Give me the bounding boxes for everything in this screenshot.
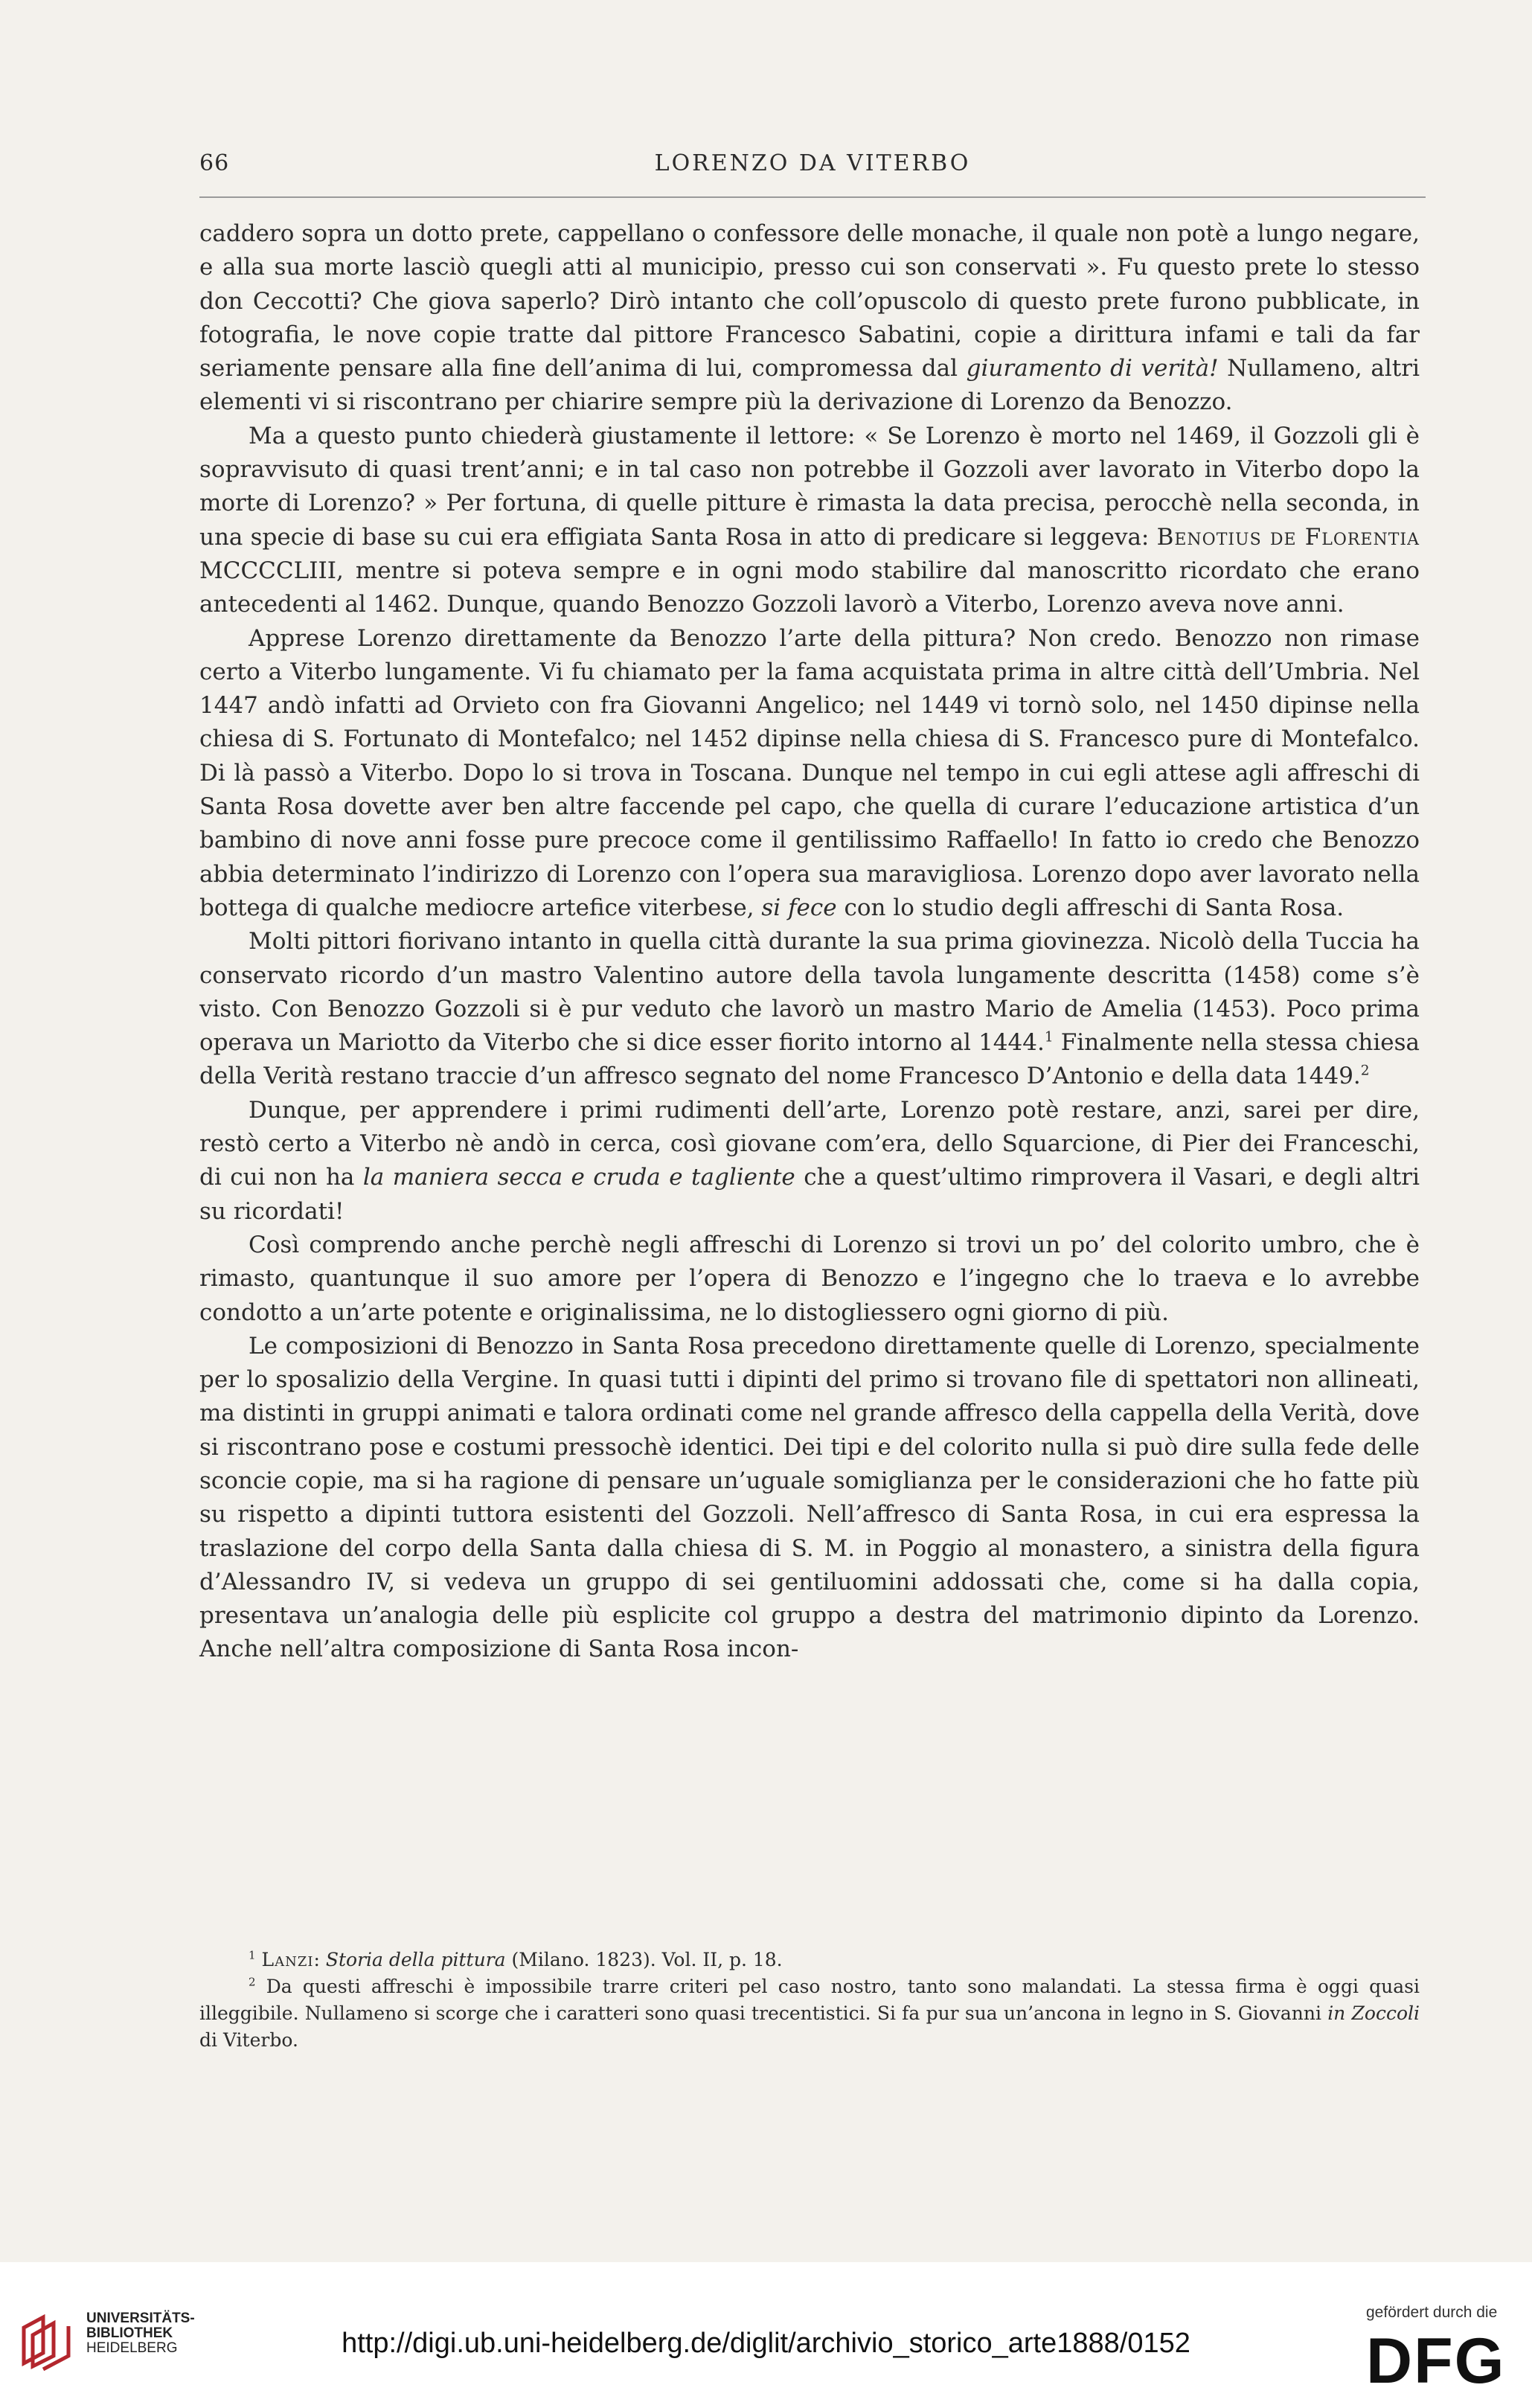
paragraph-6: Così comprendo anche perchè negli affreschi di Lorenzo si trovi un po’ del colorito umbro, che è rimasto, quantunque il suo amore per l’opera di Benozzo e l’ingegno che lo traeva e lo avrebbe condotto a un’arte potente e originalissima, ne lo distogliessero ogni giorno di più. xyxy=(199,1231,1420,1326)
footnote-ref-2: 2 xyxy=(1360,1063,1370,1080)
footnote-2: $^2$ Da questi affreschi è impossibile trarre criteri pel caso nostro, tanto sono malandati. La stessa firma è oggi quasi illeggibile. Nullameno si scorge che i caratteri sono quasi trecentistici. Si fa pur sua un’ancona in legno in S. Giovanni in Zoccoli di Viterbo. xyxy=(199,1975,1420,2051)
paragraph-2: Ma a questo punto chiederà giustamente il lettore: « Se Lorenzo è morto nel 1469, il Gozzoli gli è sopravvisuto di quasi trent’anni; e in tal caso non potrebbe il Gozzoli aver lavorato in Viterbo dopo la morte di Lorenzo? » Per fortuna, di quelle pitture è rimasta la data precisa, perocchè nella seconda, in una specie di base su cui era effigiata Santa Rosa in atto di predicare si leggeva: Benotius de Florentia MCCCCLIII, mentre si poteva sempre e in ogni modo stabilire dal manoscritto ricordato che erano antecedenti al 1462. Dunque, quando Benozzo Gozzoli lavorò a Viterbo, Lorenzo aveva nove anni. xyxy=(199,422,1420,618)
running-head: LORENZO DA VITERBO xyxy=(654,150,971,176)
funding-label: gefördert durch die xyxy=(1366,2304,1498,2321)
italic-phrase: giuramento di verità! xyxy=(966,355,1219,382)
library-name: UNIVERSITÄTS- BIBLIOTHEK HEIDELBERG xyxy=(86,2311,195,2356)
footnote-1: $^1$ Lanzi: Storia della pittura (Milano. 1823). Vol. II, p. 18. xyxy=(249,1948,783,1970)
page-header xyxy=(199,150,1426,195)
footnotes xyxy=(199,1947,1420,2054)
paragraph-4: Molti pittori fiorivano intanto in quella città durante la sua prima giovinezza. Nicolò della Tuccia ha conservato ricordo d’un mastro Valentino autore della tavola lungamente descritta (1458) come s’è visto. Con Benozzo Gozzoli si è pur veduto che lavorò un mastro Mario de Amelia (1453). Poco prima operava un Mariotto da Viterbo che si dice esser fiorito intorno al 1444.$^1$ Finalmente nella stessa chiesa della Verità restano traccie d’un affresco segnato del nome Francesco D’Antonio e della data 1449.$^2$ xyxy=(199,928,1420,1090)
header-rule xyxy=(199,196,1426,198)
paragraph-1: caddero sopra un dotto prete, cappellano o confessore delle monache, il quale non potè a lungo negare, e alla sua morte lasciò quegli atti al municipio, presso cui son conservati ». Fu questo prete lo stesso don Ceccotti? Che giova saperlo? Dirò intanto che coll’opuscolo di questo prete furono pubblicate, in fotografia, le nove copie tratte dal pittore Francesco Sabatini, copie a dirittura infami e tali da far seriamente pensare alla fine dell’anima di lui, compromessa dal giuramento di verità! Nullameno, altri elementi vi si riscontrano per chiarire sempre più la derivazione di Lorenzo da Benozzo. xyxy=(199,220,1420,416)
dfg-logo: DFG xyxy=(1366,2325,1506,2397)
permalink-url[interactable]: http://digi.ub.uni-heidelberg.de/diglit/archivio_storico_arte1888/0152 xyxy=(342,2328,1190,2359)
paragraph-3: Apprese Lorenzo direttamente da Benozzo l’arte della pittura? Non credo. Benozzo non rimase certo a Viterbo lungamente. Vi fu chiamato per la fama acquistata prima in altre città dell’Umbria. Nel 1447 andò infatti ad Orvieto con fra Giovanni Angelico; nel 1449 vi tornò solo, nel 1450 dipinse nella chiesa di S. Fortunato di Montefalco; nel 1452 dipinse nella chiesa di S. Francesco pure di Montefalco. Di là passò a Viterbo. Dopo lo si trova in Toscana. Dunque nel tempo in cui egli attese agli affreschi di Santa Rosa dovette aver ben altre faccende pel capo, che quella di curare l’educazione artistica d’un bambino di nove anni fosse pure precoce come il gentilissimo Raffaello! In fatto io credo che Benozzo abbia determinato l’indirizzo di Lorenzo con l’opera sua maravigliosa. Lorenzo dopo aver lavorato nella bottega di qualche mediocre artefice viterbese, si fece con lo studio degli affreschi di Santa Rosa. xyxy=(199,624,1420,921)
body-text xyxy=(199,217,1420,1667)
paragraph-7: Le composizioni di Benozzo in Santa Rosa precedono direttamente quelle di Lorenzo, specialmente per lo sposalizio della Vergine. In quasi tutti i dipinti del primo si trovano file di spettatori non allineati, ma distinti in gruppi animati e talora ordinati come nel grande affresco della cappella della Verità, dove si riscontrano pose e costumi pressochè identici. Dei tipi e del colorito nulla si può dire sulla fede delle sconcie copie, ma si ha ragione di pensare un’uguale somiglianza per le considerazioni che ho fatte più su rispetto a dipinti tuttora esistenti del Gozzoli. Nell’affresco di Santa Rosa, in cui era espressa la traslazione del corpo della Santa dalla chiesa di S. M. in Poggio al monastero, a sinistra della figura d’Alessandro IV, si vedeva un gruppo di sei gentiluomini addossati che, come si ha dalla copia, presentava un’analogia delle più esplicite col gruppo a destra del matrimonio dipinto da Lorenzo. Anche nell’altra composizione di Santa Rosa incon- xyxy=(199,1332,1420,1663)
page-number: 66 xyxy=(199,150,230,176)
paragraph-5: Dunque, per apprendere i primi rudimenti dell’arte, Lorenzo potè restare, anzi, sarei per dire, restò certo a Viterbo nè andò in cerca, così giovane com’era, dello Squarcione, di Pier dei Franceschi, di cui non ha la maniera secca e cruda e tagliente che a quest’ultimo rimprovera il Vasari, e degli altri su ricordati! xyxy=(199,1096,1420,1225)
small-caps-signature: Benotius de Florentia xyxy=(1156,523,1420,551)
footnote-ref-1: 1 xyxy=(1044,1029,1054,1046)
